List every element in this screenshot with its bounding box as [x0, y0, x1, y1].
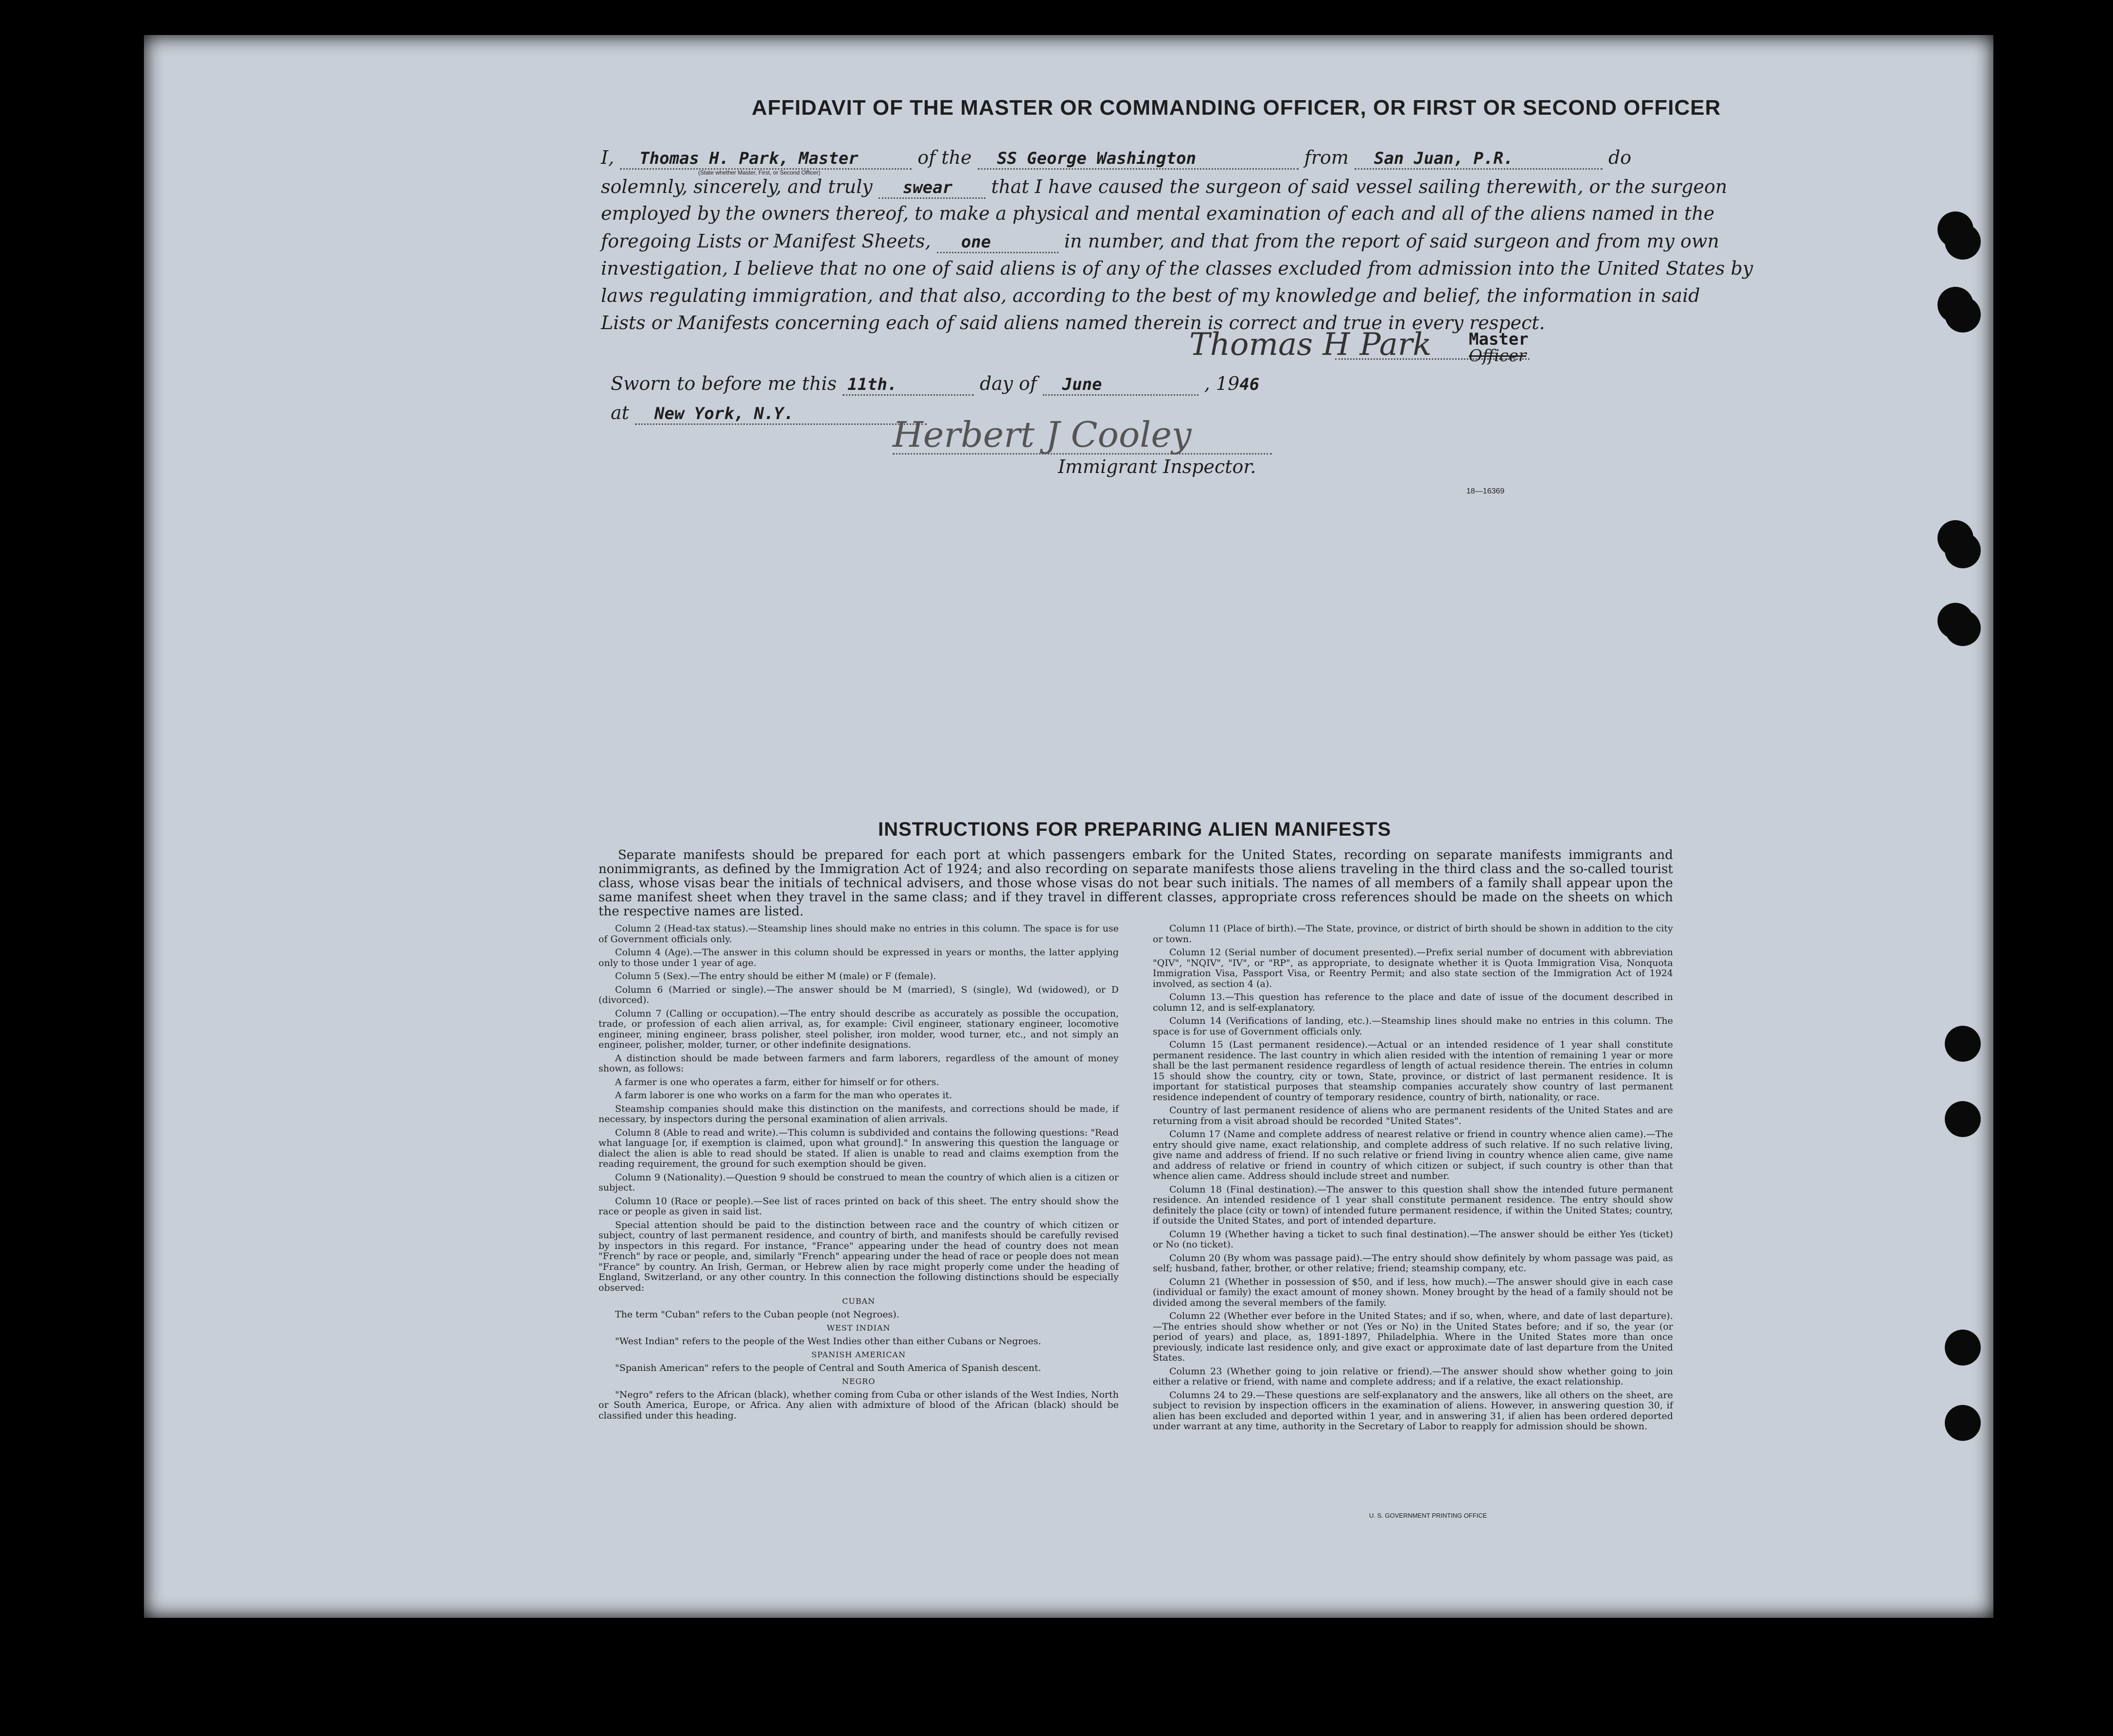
instruction-paragraph: A farmer is one who operates a farm, either for himself or for others. [615, 1076, 939, 1087]
instruction-paragraph: Column 13.—This question has reference to the place and date of issue of the document described in column 12, and is self-explanatory. [1153, 992, 1673, 1013]
binder-hole [1945, 224, 1981, 260]
master-name: Thomas H. Park, Master [620, 149, 912, 170]
form-number: 18—16369 [1466, 487, 1505, 495]
instruction-paragraph: Column 20 (By whom was passage paid).—The entry should show definitely by whom passage was paid, as self; husband, father, brother, or other relative; friend; steamship company, etc. [1153, 1252, 1673, 1274]
departure-port: San Juan, P.R. [1355, 149, 1602, 170]
inspector-label: Immigrant Inspector. [1058, 456, 1256, 477]
vessel-name: SS George Washington [978, 149, 1299, 170]
manifest-page [144, 35, 1993, 1618]
inspector-line [893, 453, 1272, 455]
sworn-place-line: at New York, N.Y. [611, 402, 927, 425]
instruction-paragraph: Country of last permanent residence of aliens who are permanent residents of the United States and are returning from a visit abroad should be recorded "United States". [1153, 1105, 1673, 1126]
affidavit-line-4: foregoing Lists or Manifest Sheets, one in number, and that from the report of said surgeon and from my own [601, 230, 1719, 253]
section-heading: WEST INDIAN [827, 1323, 891, 1333]
instructions-intro: Separate manifests should be prepared for each port at which passengers embark for the United States, recording on separate manifests immigrants and nonimmigrants, as defined by the Immigration Act of 1924; and also recording on separate manifests those aliens traveling in the third class and the so-called tourist class, whose visas bear the initials of technical advisers, and those whose visas do not bear such initials. The names of all members of a family shall appear upon the same manifest sheet when they travel in the same class; and if they travel in different classes, appropriate cross references should be made on the sheets on which the respective names are listed. [599, 848, 1673, 919]
affidavit-line-5: investigation, I believe that no one of said aliens is of any of the classes excluded from admission into the United States by [601, 258, 1753, 279]
instruction-paragraph: The term "Cuban" refers to the Cuban people (not Negroes). [615, 1309, 899, 1320]
instruction-paragraph: Column 9 (Nationality).—Question 9 should be construed to mean the country of which alien is a citizen or subject. [599, 1172, 1119, 1193]
instruction-paragraph: Column 23 (Whether going to join relative or friend).—The answer should show whether going to join either a relative or friend, with name and complete address; and if a relative, the exact relationship. [1153, 1366, 1673, 1387]
instruction-paragraph: Column 5 (Sex).—The entry should be either M (male) or F (female). [615, 971, 936, 982]
binder-hole [1945, 297, 1981, 333]
instruction-paragraph: Column 6 (Married or single).—The answer should be M (married), S (single), Wd (widowed), or D (divorced). [599, 984, 1119, 1005]
affidavit-line-3: employed by the owners thereof, to make a physical and mental examination of each and all of the aliens named in the [601, 203, 1715, 224]
instruction-paragraph: Column 4 (Age).—The answer in this column should be expressed in years or months, the latter applying only to those under 1 year of age. [599, 947, 1119, 968]
instruction-paragraph: Columns 24 to 29.—These questions are self-explanatory and the answers, like all others on the sheet, are subject to revision by inspection officers in the examination of aliens. However, in answering question 30, if alien has been excluded and deported within 1 year, and in answering 31, if alien has been ordered deported under warrant at any time, authority in the Secretary of Labor to reapply for admission should be shown. [1153, 1389, 1673, 1432]
printer-credit: U. S. GOVERNMENT PRINTING OFFICE [1369, 1512, 1487, 1519]
instruction-paragraph: Column 18 (Final destination).—The answer to this question shall show the intended future permanent residence. An intended residence of 1 year shall constitute permanent residence. The entry should show definitely the place (city or town) of intended future permanent residence, if within the United States; country, if outside the United States, and port of intended departure. [1153, 1184, 1673, 1226]
binder-hole [1945, 1026, 1981, 1062]
inspector-signature: Herbert J Cooley [893, 414, 1192, 455]
instructions-title: INSTRUCTIONS FOR PREPARING ALIEN MANIFESTS [878, 819, 1391, 840]
section-heading: SPANISH AMERICAN [811, 1350, 906, 1359]
sworn-day: 11th. [843, 375, 974, 396]
sworn-place: New York, N.Y. [635, 404, 927, 425]
instruction-paragraph: Steamship companies should make this distinction on the manifests, and corrections should be made, if necessary, by inspectors during the personal examination of alien arrivals. [599, 1103, 1119, 1124]
sworn-year: 46 [1239, 375, 1260, 394]
instruction-paragraph: Column 21 (Whether in possession of $50, and if less, how much).—The answer should give in each case (individual or family) the exact amount of money shown. Money brought by the head of a family should not be divided among the several members of the family. [1153, 1276, 1673, 1308]
instructions-right-column [1153, 924, 1673, 1435]
instruction-paragraph: Special attention should be paid to the distinction between race and the country of which citizen or subject, country of last permanent residence, and country of birth, and manifests should be carefully revised by inspectors in this regard. For instance, "France" appearing under the head of country does not mean "French" by race or people, and, similarly "French" appearing under the head of race or people does not mean "France" by country. An Irish, German, or Hebrew alien by race might properly come under the heading of England, Switzerland, or any other country. In this connection the following distinctions should be especially observed: [599, 1219, 1119, 1293]
instruction-paragraph: Column 12 (Serial number of document presented).—Prefix serial number of document with abbreviation "QIV", "NQIV", "IV", or "RP", as appropriate, to designate whether it is Quota Immigration Visa, Nonquota Immigration Visa, Passport Visa, or Reentry Permit; and also state section of the Immigration Act of 1924 involved, as section 4 (a). [1153, 947, 1673, 989]
section-heading: CUBAN [842, 1297, 876, 1306]
title-master: Master [1469, 330, 1529, 349]
instruction-paragraph: Column 17 (Name and complete address of nearest relative or friend in country whence alien came).—The entry should give name, exact relationship, and complete address of such relative. If no such relative living, give name and address of friend. If no such relative or friend living in country whence alien came, give name and address of relative or friend in country of which citizen or subject, if such country is other than that whence alien came. Address should include street and number. [1153, 1129, 1673, 1181]
instruction-paragraph: Column 15 (Last permanent residence).—Actual or an intended residence of 1 year shall constitute permanent residence. The last country in which alien resided with the intention of remaining 1 year or more shall be the last permanent residence regardless of length of actual residence therein. The entries in column 15 should show the country, city or town, State, province, or district of last permanent residence. It is important for statistical purposes that steamship companies accurately show country of last permanent residence independent of country of temporary residence, country of birth, nationality, or race. [1153, 1039, 1673, 1103]
oath-word: swear [879, 178, 986, 199]
affidavit-title: AFFIDAVIT OF THE MASTER OR COMMANDING OFFICER, OR FIRST OR SECOND OFFICER [752, 96, 1721, 120]
instruction-paragraph: Column 7 (Calling or occupation).—The entry should describe as accurately as possible the occupation, trade, or profession of each alien arrival, as, for example: Civil engineer, stationary engineer, locomotive engineer, mining engineer, brass polisher, steel polisher, iron molder, wood turner, etc., and not simply an engineer, polisher, molder, turner, or other indefinite designations. [599, 1008, 1119, 1050]
instruction-paragraph: "Spanish American" refers to the people of Central and South America of Spanish descent. [615, 1362, 1041, 1373]
binder-hole [1945, 610, 1981, 646]
binder-hole [1945, 1330, 1981, 1366]
instruction-paragraph: Column 14 (Verifications of landing, etc.).—Steamship lines should make no entries in this column. The space is for use of Government officials only. [1153, 1016, 1673, 1037]
instruction-paragraph: Column 19 (Whether having a ticket to such final destination).—The answer should be either Yes (ticket) or No (no ticket). [1153, 1228, 1673, 1250]
instruction-paragraph: "West Indian" refers to the people of the West Indies other than either Cubans or Negroes. [615, 1335, 1041, 1347]
sworn-line: Sworn to before me this 11th. day of June , 1946 [611, 373, 1259, 396]
instruction-paragraph: Column 2 (Head-tax status).—Steamship lines should make no entries in this column. The space is for use of Government officials only. [599, 923, 1119, 945]
instruction-paragraph: Column 22 (Whether ever before in the United States; and if so, when, where, and date of last departure).—The entries should show whether or not (Yes or No) in the United States before; and if so, the year (or period of years) and place, as, 1891-1897, Philadelphia. Where in the United States more than once previously, indicate last residence only, and give exact or approximate date of last departure from the United States. [1153, 1311, 1673, 1363]
binder-hole [1945, 1405, 1981, 1441]
binder-hole [1945, 532, 1981, 568]
affidavit-line-2: solemnly, sincerely, and truly swear that I have caused the surgeon of said vessel sailing therewith, or the surgeon [601, 176, 1727, 199]
instruction-paragraph: "Negro" refers to the African (black), whether coming from Cuba or other islands of the West Indies, North or South America, Europe, or Africa. Any alien with admixture of blood of the African (black) should be classified under this heading. [599, 1389, 1119, 1421]
instruction-paragraph: Column 11 (Place of birth).—The State, province, or district of birth should be shown in addition to the city or town. [1153, 923, 1673, 945]
instructions-left-column [599, 924, 1119, 1424]
instruction-paragraph: A distinction should be made between farmers and farm laborers, regardless of the amount of money shown, as follows: [599, 1052, 1119, 1074]
sheet-count: one [937, 232, 1058, 253]
affidavit-line-1: I, Thomas H. Park, Master of the SS George Washington from San Juan, P.R. do [601, 147, 1631, 170]
affidavit-line-7: Lists or Manifests concerning each of said aliens named therein is correct and true in every respect. [601, 312, 1545, 333]
instruction-paragraph: Column 10 (Race or people).—See list of races printed on back of this sheet. The entry should show the race or people as given in said list. [599, 1195, 1119, 1217]
title-officer: Officer [1469, 346, 1527, 366]
state-note: (State whether Master, First, or Second Officer) [698, 169, 821, 176]
section-heading: NEGRO [842, 1377, 876, 1386]
instruction-paragraph: A farm laborer is one who works on a farm for the man who operates it. [615, 1090, 952, 1101]
binder-hole [1945, 1101, 1981, 1137]
master-signature: Thomas H Park [1189, 327, 1432, 363]
sworn-month: June [1043, 375, 1198, 396]
affidavit-line-6: laws regulating immigration, and that also, according to the best of my knowledge and belief, the information in said [601, 285, 1700, 306]
instruction-paragraph: Column 8 (Able to read and write).—This column is subdivided and contains the following questions: "Read what language [or, if exemption is claimed, upon what ground]." In answering this question the language or dialect the alien is able to read should be stated. If alien is unable to read and claims exemption from the reading requirement, the ground for such exemption should be given. [599, 1127, 1119, 1169]
